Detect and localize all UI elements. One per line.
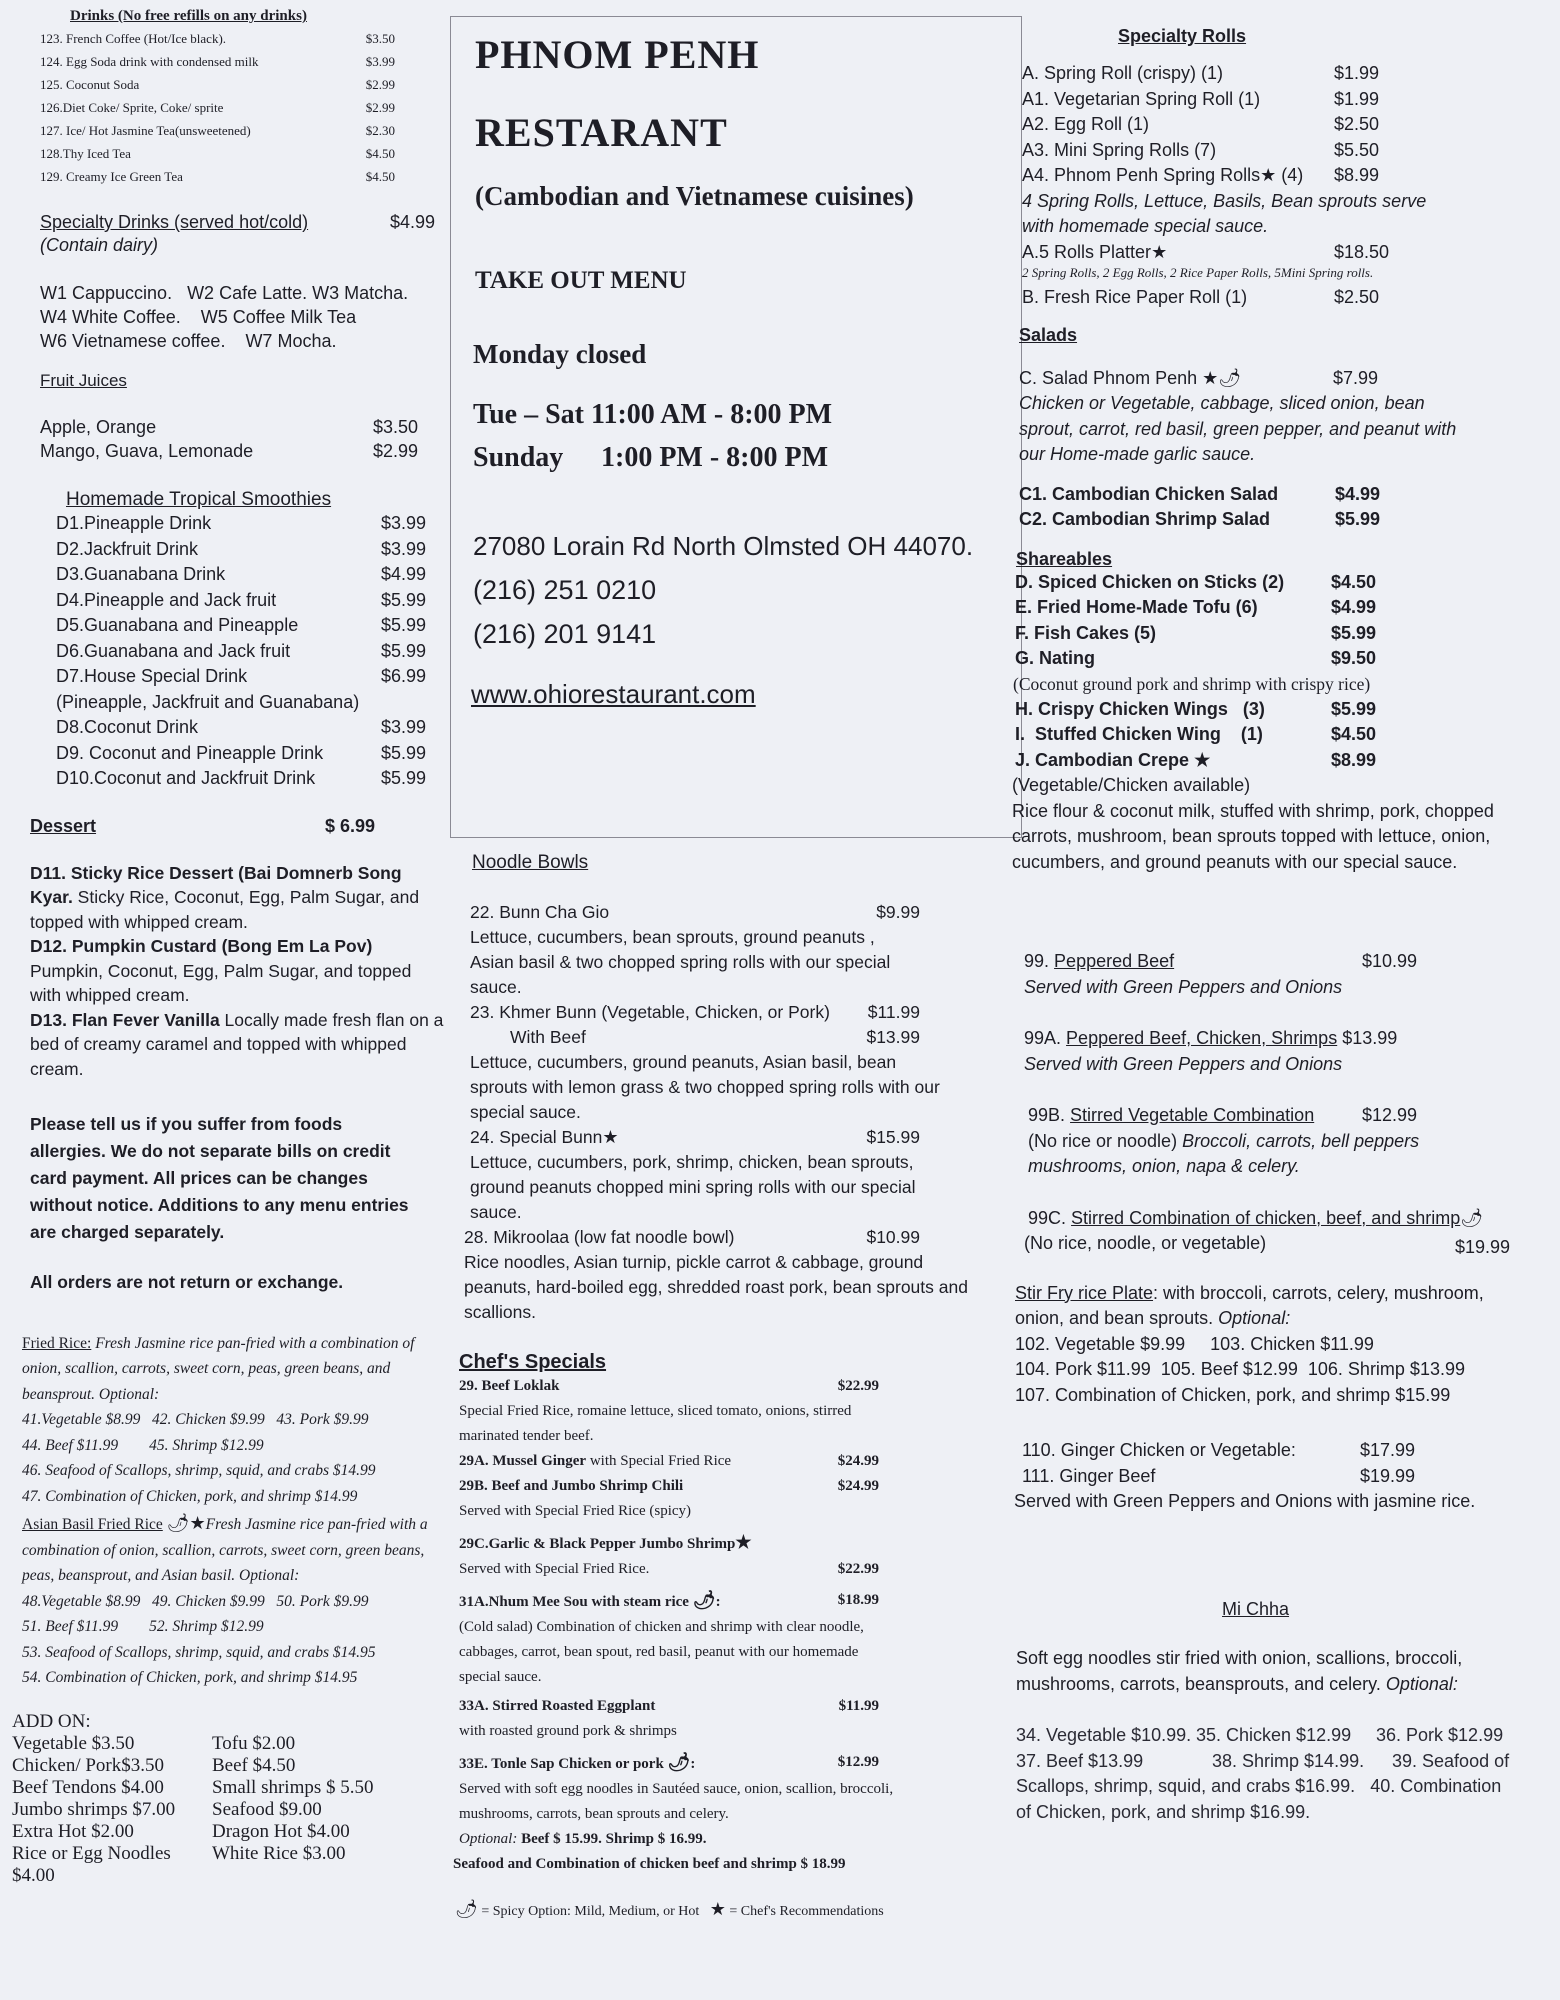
- basil-rice-line: 48.Vegetable $8.99 49. Chicken $9.99 50. Pork $9.99: [22, 1592, 369, 1610]
- list-item: Mango, Guava, Lemonade $2.99: [40, 441, 418, 461]
- stir-fry-line: 104. Pork $11.99 105. Beef $12.99 106. Shrimp $13.99: [1015, 1359, 1465, 1379]
- list-item: Rice or Egg Noodles $4.00 White Rice $3.00: [12, 1842, 346, 1886]
- ginger-desc: Served with Green Peppers and Onions with jasmine rice.: [1014, 1491, 1476, 1511]
- spicy-pepper-icon: 🌶︎: [1218, 367, 1242, 388]
- website-link[interactable]: www.ohiorestaurant.com: [471, 679, 756, 709]
- noodle-bowls-list: 22. Bunn Cha Gio $9.99 Lettuce, cucumbers, bean sprouts, ground peanuts , Asian basil & two chopped spring rolls with our special sauce. 23. Khmer Bunn (Vegetable, Chicken, or Pork) $11.99 With Beef $13.99 Lettuce, cucumbers, ground peanuts, Asian basil, bean sprouts with lemon grass & two chopped spring rolls with our special sauce. 24. Special Bunn★ $15.99 Lettuce, cucumbers, pork, shrimp, chicken, bean sprouts, ground peanuts chopped mini spring rolls with our special sauce. 28. Mikroolaa (low fat noodle bowl) $10.99 Rice noodles, Asian turnip, pickle carrot & cabbage, ground peanuts, hard-boiled egg, shredded roast pork, bean sprouts and scallions.: [464, 902, 968, 1322]
- list-item: 22. Bunn Cha Gio $9.99: [470, 902, 920, 922]
- list-item: 29C.Garlic & Black Pepper Jumbo Shrimp★: [459, 1532, 752, 1552]
- list-item: 128.Thy Iced Tea $4.50: [40, 146, 395, 161]
- middle-column: [455, 852, 975, 1924]
- specialty-drinks-note: (Contain dairy): [40, 235, 159, 255]
- chef-star-icon: ★: [1202, 367, 1219, 388]
- list-item: J. Cambodian Crepe ★ $8.99: [1015, 749, 1377, 770]
- list-item: 31A.Nhum Mee Sou with steam rice 🌶︎: $18.99: [459, 1590, 879, 1610]
- add-on-heading: ADD ON:: [12, 1710, 91, 1732]
- fried-rice-section: Fried Rice: Fresh Jasmine rice pan-fried with a combination of onion, scallion, carrots, sweet corn, peas, green beans, and beansprout. Optional:: [22, 1334, 415, 1403]
- list-item: 123. French Coffee (Hot/Ice black). $3.50: [40, 31, 395, 46]
- header-box: [450, 16, 1022, 838]
- d7-note: (Pineapple, Jackfruit and Guanabana): [56, 691, 360, 712]
- salads-list: C. Salad Phnom Penh ★🌶︎ $7.99 Chicken or Vegetable, cabbage, sliced onion, bean sprout, carrot, red basil, green pepper, and peanut with our Home-made garlic sauce. C1. Cambodian Chicken Salad $4.99 C2. Cambodian Shrimp Salad $5.99: [1019, 366, 1550, 533]
- list-item: A3. Mini Spring Rolls (7) $5.50: [1022, 139, 1380, 160]
- list-item: D10.Coconut and Jackfruit Drink $5.99: [56, 768, 426, 788]
- address: 27080 Lorain Rd North Olmsted OH 44070.: [473, 531, 974, 561]
- list-item: 29A. Mussel Ginger with Special Fried Rice $24.99: [459, 1453, 879, 1469]
- chef-star-icon: ★: [1194, 749, 1211, 770]
- restaurant-title-line1: PHNOM PENH: [475, 32, 760, 77]
- fruit-juices-list: [18, 415, 418, 463]
- dessert-heading-row: Dessert $ 6.99: [30, 815, 376, 836]
- sunday-hours: Sunday 1:00 PM - 8:00 PM: [473, 442, 829, 473]
- beef-items-list: 99. Peppered Beef $10.99 Served with Green Peppers and Onions 99A. Peppered Beef, Chicken, Shrimps $13.99 Served with Green Peppers and Onions 99B. Stirred Vegetable Combination $12.99 (No rice or noodle) Broccoli, carrots, bell peppers mushrooms, onion, napa & celery. 99C. Stirred Combination of chicken, beef, and shrimp🌶︎ $19.99 (No rice, noodle, or vegetable): [1024, 949, 1550, 1257]
- spicy-pepper-icon: 🌶︎: [1460, 1207, 1484, 1228]
- list-item: 99B. Stirred Vegetable Combination $12.99: [1028, 1105, 1418, 1125]
- list-item: 111. Ginger Beef $19.99: [1022, 1465, 1416, 1486]
- list-item: G. Nating $9.50: [1015, 648, 1377, 668]
- specialty-drinks-heading-row: Specialty Drinks (served hot/cold) $4.99: [40, 212, 435, 232]
- list-item: E. Fried Home-Made Tofu (6) $4.99: [1015, 597, 1377, 617]
- chef-star-icon: ★: [1151, 241, 1168, 262]
- list-item: Chicken/ Pork$3.50 Beef $4.50: [12, 1754, 296, 1776]
- stir-fry-line: 107. Combination of Chicken, pork, and shrimp $15.99: [1015, 1384, 1451, 1405]
- drinks-heading: Drinks (No free refills on any drinks): [70, 8, 307, 24]
- chef-star-icon: ★: [189, 1513, 206, 1533]
- legend: 🌶︎ = Spicy Option: Mild, Medium, or Hot ★ = Chef's Recommendations: [455, 1899, 884, 1919]
- list-item: Extra Hot $2.00 Dragon Hot $4.00: [12, 1820, 350, 1842]
- basil-rice-section: Asian Basil Fried Rice 🌶︎★Fresh Jasmine rice pan-fried with a combination of onion, scallion, carrots, sweet corn, green beans, peas, beansprout, and Asian basil. Optional:: [22, 1513, 428, 1584]
- spicy-pepper-icon: 🌶︎: [667, 1752, 691, 1772]
- list-item: A2. Egg Roll (1) $2.50: [1022, 114, 1380, 134]
- basil-rice-line: 51. Beef $11.99 52. Shrimp $12.99: [22, 1618, 264, 1635]
- chef-star-icon: ★: [602, 1127, 619, 1147]
- fried-rice-line: 47. Combination of Chicken, pork, and shrimp $14.99: [22, 1487, 358, 1505]
- list-item: C2. Cambodian Shrimp Salad $5.99: [1019, 509, 1381, 529]
- list-item: A1. Vegetarian Spring Roll (1) $1.99: [1022, 88, 1380, 109]
- allergy-notice: Please tell us if you suffer from foods allergies. We do not separate bills on credit card payment. All prices can be changes without notice. Additions to any menu entries are charged separately.: [30, 1114, 409, 1242]
- shareables-heading: Shareables: [1016, 548, 1113, 569]
- list-item: 33A. Stirred Roasted Eggplant $11.99: [459, 1698, 879, 1714]
- list-item: D1.Pineapple Drink $3.99: [56, 513, 426, 533]
- salads-heading: Salads: [1019, 324, 1078, 345]
- fruit-juices-heading: Fruit Juices: [40, 371, 127, 390]
- stir-fry-section: Stir Fry rice Plate: with broccoli, carrots, celery, mushroom, onion, and bean sprouts. Optional:: [1015, 1282, 1484, 1328]
- list-item: H. Crispy Chicken Wings (3) $5.99: [1015, 698, 1377, 719]
- phone-2: (216) 201 9141: [473, 619, 657, 649]
- list-item: C1. Cambodian Chicken Salad $4.99: [1019, 483, 1381, 504]
- list-item: 126.Diet Coke/ Sprite, Coke/ sprite $2.99: [40, 100, 395, 115]
- add-on-section: [12, 1711, 428, 1887]
- list-item: A.5 Rolls Platter★ $18.50: [1022, 241, 1390, 262]
- drinks-list: [18, 27, 428, 188]
- list-item: 129. Creamy Ice Green Tea $4.50: [40, 169, 395, 184]
- list-item: Vegetable $3.50 Tofu $2.00: [12, 1732, 296, 1754]
- basil-rice-line: 54. Combination of Chicken, pork, and shrimp $14.95: [22, 1669, 358, 1686]
- smoothies-list: [18, 511, 428, 792]
- list-item: 110. Ginger Chicken or Vegetable: $17.99: [1022, 1440, 1416, 1460]
- list-item: F. Fish Cakes (5) $5.99: [1015, 622, 1377, 643]
- list-item: D5.Guanabana and Pineapple $5.99: [56, 615, 426, 635]
- list-item: 28. Mikroolaa (low fat noodle bowl) $10.99: [464, 1227, 920, 1247]
- list-item: D4.Pineapple and Jack fruit $5.99: [56, 589, 426, 610]
- list-item: D9. Coconut and Pineapple Drink $5.99: [56, 742, 426, 763]
- mi-chha-list: 34. Vegetable $10.99. 35. Chicken $12.99 36. Pork $12.99 37. Beef $13.99 38. Shrimp $14.99. 39. Seafood of Scallops, shrimp, squid, and crabs $16.99. 40. Combination of Chicken, pork, and shrimp $16.99.: [1016, 1725, 1510, 1822]
- list-item: D7.House Special Drink $6.99: [56, 666, 426, 686]
- specialty-rolls-heading: Specialty Rolls: [1118, 26, 1247, 46]
- list-item: Beef Tendons $4.00 Small shrimps $ 5.50: [12, 1776, 374, 1798]
- chef-star-icon: ★: [735, 1532, 752, 1552]
- specialty-drinks-list: W1 Cappuccino. W2 Cafe Latte. W3 Matcha. W4 White Coffee. W5 Coffee Milk Tea W6 Vietnamese coffee. W7 Mocha.: [40, 283, 409, 351]
- shareables-list: D. Spiced Chicken on Sticks (2) $4.50 E. Fried Home-Made Tofu (6) $4.99 F. Fish Cakes (5) $5.99 G. Nating $9.50 (Coconut ground pork and shrimp with crispy rice) H. Crispy Chicken Wings (3) $5.99 I. Stuffed Chicken Wing (1) $4.50 J. Cambodian Crepe ★ $8.99 (Vegetable/Chicken available) Rice flour & coconut milk, stuffed with shrimp, pork, chopped carrots, mushroom, bean sprouts topped with lettuce, onion, cucumbers, and ground peanuts with our special sauce.: [1015, 570, 1550, 876]
- chef-star-icon: ★: [1260, 165, 1277, 185]
- list-item: 125. Coconut Soda $2.99: [40, 77, 395, 92]
- list-item: 29. Beef Loklak $22.99: [459, 1378, 879, 1394]
- list-item: Jumbo shrimps $7.00 Seafood $9.00: [12, 1798, 322, 1820]
- mi-chha-desc: Soft egg noodles stir fried with onion, scallions, broccoli, mushrooms, carrots, beansprouts, and celery. Optional:: [1016, 1648, 1463, 1694]
- stir-fry-line: 102. Vegetable $9.99 103. Chicken $11.99: [1015, 1333, 1374, 1354]
- list-item: D6.Guanabana and Jack fruit $5.99: [56, 640, 426, 661]
- list-item: 99C. Stirred Combination of chicken, beef, and shrimp🌶︎ $19.99: [1028, 1207, 1510, 1257]
- list-item: 33E. Tonle Sap Chicken or pork 🌶︎: $12.99: [459, 1752, 879, 1772]
- dessert-d12: D12. Pumpkin Custard (Bong Em La Pov) Pumpkin, Coconut, Egg, Palm Sugar, and topped with whipped cream.: [30, 936, 412, 1005]
- mi-chha-heading: Mi Chha: [1222, 1598, 1290, 1619]
- list-item: 24. Special Bunn★ $15.99: [470, 1127, 920, 1147]
- list-item: C. Salad Phnom Penh ★🌶︎ $7.99: [1019, 367, 1379, 388]
- list-item: D3.Guanabana Drink $4.99: [56, 564, 426, 584]
- right-column: [1010, 0, 1550, 1825]
- list-item: D8.Coconut Drink $3.99: [56, 717, 426, 737]
- takeout-menu-label: TAKE OUT MENU: [475, 267, 687, 294]
- restaurant-subtitle: (Cambodian and Vietnamese cuisines): [475, 181, 914, 211]
- list-item: I. Stuffed Chicken Wing (1) $4.50: [1015, 724, 1377, 744]
- list-item: D2.Jackfruit Drink $3.99: [56, 538, 426, 559]
- list-item: 127. Ice/ Hot Jasmine Tea(unsweetened) $2.30: [40, 123, 395, 138]
- spicy-pepper-icon: 🌶︎: [455, 1899, 478, 1919]
- list-item: 99. Peppered Beef $10.99: [1024, 951, 1418, 971]
- spicy-pepper-icon: 🌶︎: [166, 1513, 190, 1533]
- dessert-d11: D11. Sticky Rice Dessert (Bai Domnerb Song Kyar. Sticky Rice, Coconut, Egg, Palm Sugar, and topped with whipped cream.: [30, 862, 420, 932]
- chefs-specials-list: 29. Beef Loklak $22.99 Special Fried Rice, romaine lettuce, sliced tomato, onions, stirred marinated tender beef. 29A. Mussel Ginger with Special Fried Rice $24.99 29B. Beef and Jumbo Shrimp Chili $24.99 Served with Special Fried Rice (spicy) 29C.Garlic & Black Pepper Jumbo Shrimp★ Served with Special Fried Rice. $22.99 31A.Nhum Mee Sou with steam rice 🌶︎: $18.99 (Cold salad) Combination of chicken and shrimp with clear noodle, cabbages, carrot, bean spout, red basil, peanut with our homemade special sauce. 33A. Stirred Roasted Eggplant $11.99 with roasted ground pork & shrimps 33E. Tonle Sap Chicken or pork 🌶︎: $12.99 Served with soft egg noodles in Sautéed sauce, onion, scallion, broccoli, mushrooms, carrots, bean sprouts and celery. Optional: Beef $ 15.99. Shrimp $ 16.99. Seafood and Combination of chicken beef and shrimp $ 18.99: [459, 1374, 879, 1877]
- list-item: Apple, Orange $3.50: [40, 417, 418, 437]
- chefs-specials-heading: Chef's Specials: [459, 1351, 607, 1373]
- fried-rice-line: 44. Beef $11.99 45. Shrimp $12.99: [22, 1436, 264, 1454]
- ginger-list: [1022, 1438, 1550, 1489]
- noodle-bowls-heading: Noodle Bowls: [472, 852, 589, 873]
- fried-rice-line: 41.Vegetable $8.99 42. Chicken $9.99 43. Pork $9.99: [22, 1411, 369, 1428]
- basil-rice-line: 53. Seafood of Scallops, shrimp, squid, and crabs $14.95: [22, 1643, 376, 1661]
- closed-day: Monday closed: [473, 339, 647, 369]
- list-item: A. Spring Roll (crispy) (1) $1.99: [1022, 63, 1380, 83]
- dessert-d13: D13. Flan Fever Vanilla Locally made fresh flan on a bed of creamy caramel and topped with whipped cream.: [30, 1009, 444, 1079]
- list-item: 29B. Beef and Jumbo Shrimp Chili $24.99: [459, 1478, 879, 1494]
- spicy-pepper-icon: 🌶︎: [692, 1590, 716, 1610]
- fried-rice-line: 46. Seafood of Scallops, shrimp, squid, and crabs $14.99: [22, 1462, 376, 1479]
- smoothies-heading: Homemade Tropical Smoothies: [66, 489, 332, 510]
- list-item: 99A. Peppered Beef, Chicken, Shrimps $13.99: [1024, 1028, 1398, 1048]
- list-item: A4. Phnom Penh Spring Rolls★ (4) $8.99: [1022, 165, 1380, 185]
- no-return-notice: All orders are not return or exchange.: [30, 1272, 344, 1292]
- list-item: 124. Egg Soda drink with condensed milk $3.99: [40, 54, 395, 69]
- specialty-rolls-list: A. Spring Roll (crispy) (1) $1.99 A1. Vegetarian Spring Roll (1) $1.99 A2. Egg Roll (1) $2.50 A3. Mini Spring Rolls (7) $5.50 A4. Phnom Penh Spring Rolls★ (4) $8.99 4 Spring Rolls, Lettuce, Basils, Bean sprouts serve with homemade special sauce. A.5 Rolls Platter★ $18.50 2 Spring Rolls, 2 Egg Rolls, 2 Rice Paper Rolls, 5Mini Spring rolls. B. Fresh Rice Paper Roll (1) $2.50: [1022, 61, 1550, 311]
- restaurant-title-line2: RESTARANT: [475, 110, 728, 155]
- chef-star-icon: ★: [709, 1899, 726, 1919]
- weekday-hours: Tue – Sat 11:00 AM - 8:00 PM: [473, 399, 833, 430]
- list-item: 23. Khmer Bunn (Vegetable, Chicken, or Pork) $11.99: [470, 1002, 920, 1022]
- phone-1: (216) 251 0210: [473, 575, 657, 605]
- list-item: D. Spiced Chicken on Sticks (2) $4.50: [1015, 571, 1377, 592]
- left-column: [12, 0, 444, 1887]
- list-item: B. Fresh Rice Paper Roll (1) $2.50: [1022, 287, 1380, 307]
